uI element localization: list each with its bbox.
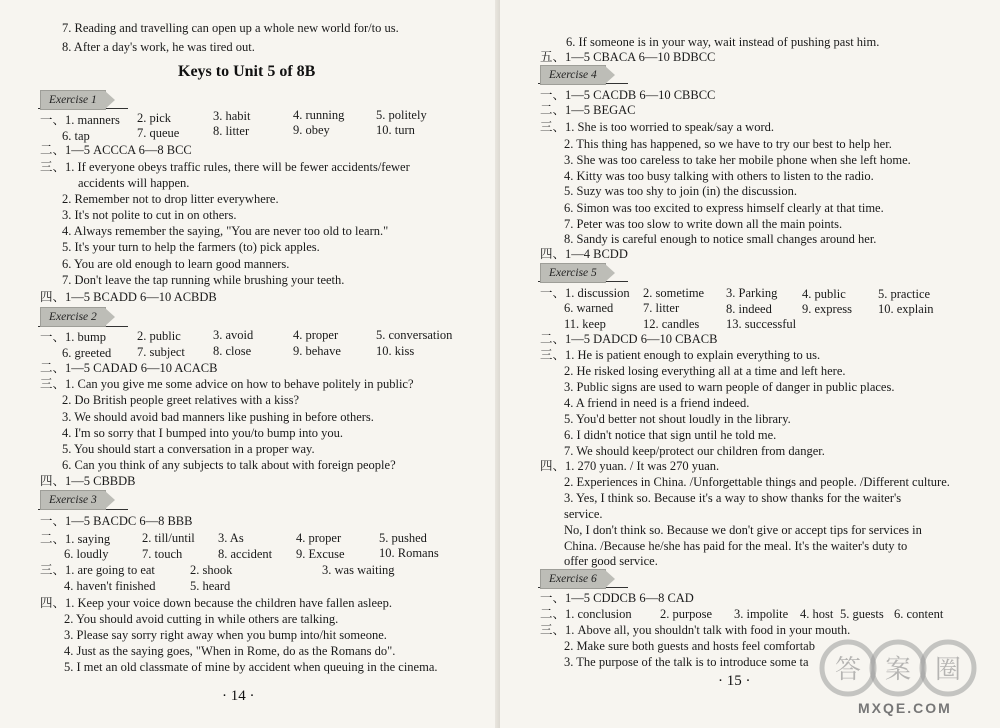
text-line: 7. Reading and travelling can open up a whole new world for/to us. [62, 21, 399, 35]
answer-line: 4. Kitty was too busy talking with others to listen to the radio. [564, 169, 874, 183]
answer-line: 2. Do British people greet relatives with a kiss? [62, 393, 300, 407]
answer-item: 二、1. conclusion [540, 607, 632, 621]
answer-line: 7. Don't leave the tap running while brushing your teeth. [62, 273, 345, 287]
answer-line: 4. A friend in need is a friend indeed. [564, 396, 750, 410]
answer-line: 2. This thing has happened, so we have to try our best to help her. [564, 137, 892, 151]
answer-item: 13. successful [726, 317, 797, 331]
answer-line: accidents will happen. [78, 176, 190, 190]
answer-line: 二、1—5 ACCCA 6—8 BCC [40, 143, 192, 157]
page-number: · 14 · [222, 688, 255, 704]
answer-item: 9. behave [293, 344, 341, 358]
answer-item: 5. practice [878, 287, 931, 301]
answer-item: 7. subject [137, 345, 185, 359]
answer-item: 3. impolite [734, 607, 789, 621]
answer-item: 二、1. saying [40, 532, 111, 546]
answer-line: 3. Please say sorry right away when you bump into/hit someone. [64, 628, 387, 642]
exercise-label: Exercise 6 [540, 569, 606, 589]
answer-item: 2. till/until [142, 531, 195, 545]
answer-line: 6. Can you think of any subjects to talk about with foreign people? [62, 458, 396, 472]
answer-item: 6. warned [564, 301, 614, 315]
answer-item: 2. shook [190, 563, 233, 577]
answer-line: service. [564, 507, 603, 521]
answer-line: 二、1—5 DADCD 6—10 CBACB [540, 332, 718, 346]
watermark-glyph: 答 [834, 655, 862, 685]
answer-line: 四、1—5 CBBDB [40, 474, 136, 488]
answer-line: 5. Suzy was too shy to join (in) the discussion. [564, 184, 797, 198]
answer-item: 7. queue [137, 126, 180, 140]
answer-item: 4. host [800, 607, 834, 621]
answer-item: 2. purpose [660, 607, 713, 621]
watermark-text: MXQE.COM [858, 700, 952, 716]
answer-item: 5. conversation [376, 328, 453, 342]
answer-item: 4. proper [293, 328, 339, 342]
exercise-label: Exercise 4 [540, 65, 606, 85]
answer-line: offer good service. [564, 554, 658, 568]
answer-item: 2. pick [137, 111, 172, 125]
answer-line: 三、1. If everyone obeys traffic rules, there will be fewer accidents/fewer [40, 160, 410, 174]
answer-item: 3. was waiting [322, 563, 395, 577]
answer-line: 二、1—5 CADAD 6—10 ACACB [40, 361, 218, 375]
answer-item: 5. pushed [379, 531, 427, 545]
right-page [500, 0, 1000, 728]
answer-line: 3. It's not polite to cut in on others. [62, 208, 237, 222]
answer-line: No, I don't think so. Because we don't give or accept tips for services in [564, 523, 922, 537]
answer-line: 四、1—4 BCDD [540, 247, 628, 261]
answer-item: 4. proper [296, 531, 342, 545]
watermark-glyph: 圈 [934, 655, 962, 685]
answer-line: 5. You should start a conversation in a proper way. [62, 442, 315, 456]
answer-line: 5. I met an old classmate of mine by accident when queuing in the cinema. [64, 660, 438, 674]
answer-line: China. /Because he/she has paid for the meal. It's the waiter's duty to [564, 539, 908, 553]
answer-line: 5. It's your turn to help the farmers (to) pick apples. [62, 240, 320, 254]
answer-item: 5. politely [376, 108, 427, 122]
answer-line: 2. He risked losing everything all at a time and left here. [564, 364, 846, 378]
answer-item: 9. Excuse [296, 547, 345, 561]
answer-line: 四、1. Keep your voice down because the children have fallen asleep. [40, 596, 392, 610]
answer-line: 8. Sandy is careful enough to notice small changes around her. [564, 232, 877, 246]
answer-line: 2. You should avoid cutting in while others are talking. [64, 612, 339, 626]
answer-item: 7. litter [643, 301, 680, 315]
answer-line: 6. You are old enough to learn good manners. [62, 257, 290, 271]
watermark-glyph: 案 [884, 655, 912, 685]
answer-item: 7. touch [142, 547, 183, 561]
answer-item: 9. express [802, 302, 852, 316]
answer-line: 4. I'm so sorry that I bumped into you/to bump into you. [62, 426, 344, 440]
answer-line: 6. I didn't notice that sign until he told me. [564, 428, 777, 442]
answer-line: 三、1. Above all, you shouldn't talk with food in your mouth. [540, 623, 851, 637]
answer-item: 4. running [293, 108, 345, 122]
answer-item: 8. accident [218, 547, 273, 561]
answer-item: 10. Romans [379, 546, 439, 560]
exercise-label: Exercise 2 [40, 307, 106, 327]
answer-item: 8. litter [213, 124, 250, 138]
answer-item: 10. kiss [376, 344, 415, 358]
answer-item: 8. indeed [726, 302, 772, 316]
answer-item: 三、1. are going to eat [40, 563, 155, 577]
answer-line: 6. If someone is in your way, wait instead of pushing past him. [566, 35, 880, 49]
answer-item: 6. tap [62, 129, 90, 143]
answer-line: 3. Public signs are used to warn people of danger in public places. [564, 380, 895, 394]
answer-line: 6. Simon was too excited to express himself clearly at that time. [564, 201, 884, 215]
answer-line: 一、1—5 CDDCB 6—8 CAD [540, 591, 694, 605]
answer-item: 3. Parking [726, 286, 778, 300]
answer-line: 7. We should keep/protect our children from danger. [564, 444, 825, 458]
answer-line: 四、1—5 BCADD 6—10 ACBDB [40, 290, 217, 304]
answer-item: 10. turn [376, 123, 415, 137]
answer-item: 8. close [213, 344, 252, 358]
answer-item: 2. sometime [643, 286, 705, 300]
answer-line: 3. The purpose of the talk is to introduce some ta [564, 655, 809, 669]
answer-line: 2. Make sure both guests and hosts feel comfortab [564, 639, 815, 653]
answer-line: 4. Just as the saying goes, "When in Rome, do as the Romans do". [64, 644, 396, 658]
answer-item: 一、1. bump [40, 330, 106, 344]
answer-item: 4. haven't finished [64, 579, 156, 593]
answer-line: 二、1—5 BEGAC [540, 103, 636, 117]
exercise-label: Exercise 1 [40, 90, 106, 110]
answer-item: 2. public [137, 329, 181, 343]
answer-line: 5. You'd better not shout loudly in the library. [564, 412, 791, 426]
answer-line: 4. Always remember the saying, "You are never too old to learn." [62, 224, 389, 238]
answer-line: 四、1. 270 yuan. / It was 270 yuan. [540, 459, 720, 473]
answer-line: 三、1. She is too worried to speak/say a word. [540, 120, 774, 134]
answer-line: 7. Peter was too slow to write down all the main points. [564, 217, 843, 231]
answer-line: 一、1—5 CACDB 6—10 CBBCC [540, 88, 716, 102]
answer-line: 五、1—5 CBACA 6—10 BDBCC [540, 50, 716, 64]
answer-item: 一、1. discussion [540, 286, 630, 300]
answer-item: 12. candles [643, 317, 700, 331]
answer-line: 一、1—5 BACDC 6—8 BBB [40, 514, 193, 528]
answer-item: 6. content [894, 607, 944, 621]
answer-item: 6. greeted [62, 346, 112, 360]
page-title: Keys to Unit 5 of 8B [178, 63, 316, 80]
exercise-label: Exercise 5 [540, 263, 606, 283]
answer-item: 4. public [802, 287, 846, 301]
answer-item: 9. obey [293, 123, 330, 137]
answer-item: 3. As [218, 531, 244, 545]
answer-item: 3. avoid [213, 328, 254, 342]
answer-line: 三、1. Can you give me some advice on how to behave politely in public? [40, 377, 414, 391]
exercise-label: Exercise 3 [40, 490, 106, 510]
answer-item: 11. keep [564, 317, 606, 331]
answer-item: 一、1. manners [40, 113, 120, 127]
answer-item: 3. habit [213, 109, 251, 123]
answer-line: 3. She was too careless to take her mobile phone when she left home. [564, 153, 911, 167]
answer-line: 2. Remember not to drop litter everywhere. [62, 192, 279, 206]
answer-item: 6. loudly [64, 547, 109, 561]
answer-line: 3. Yes, I think so. Because it's a way to show thanks for the waiter's [564, 491, 902, 505]
answer-line: 3. We should avoid bad manners like pushing in before others. [62, 410, 374, 424]
answer-item: 5. guests [840, 607, 884, 621]
page-number: · 15 · [718, 673, 751, 689]
answer-line: 2. Experiences in China. /Unforgettable things and people. /Different culture. [564, 475, 950, 489]
answer-item: 10. explain [878, 302, 934, 316]
answer-item: 5. heard [190, 579, 231, 593]
answer-line: 三、1. He is patient enough to explain everything to us. [540, 348, 821, 362]
text-line: 8. After a day's work, he was tired out. [62, 40, 255, 54]
